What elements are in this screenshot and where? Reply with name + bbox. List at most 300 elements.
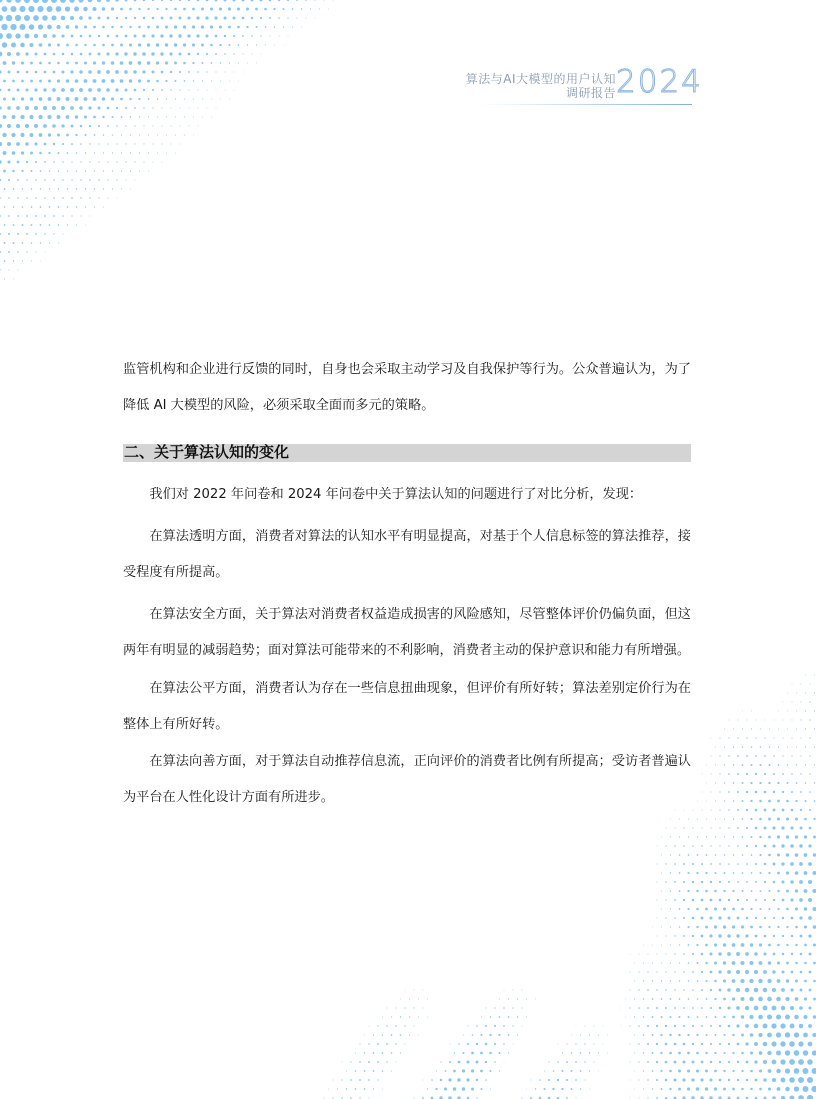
halftone-dot: [8, 251, 10, 253]
halftone-dot: [17, 71, 20, 74]
halftone-dot: [35, 233, 37, 235]
halftone-dot: [697, 819, 698, 820]
halftone-dot: [809, 683, 810, 684]
halftone-dot: [125, 125, 126, 126]
halftone-dot: [701, 971, 703, 973]
halftone-dot: [679, 998, 681, 1000]
halftone-dot: [724, 800, 725, 801]
halftone-dot: [135, 180, 136, 181]
halftone-dot: [124, 70, 128, 74]
halftone-dot: [58, 170, 59, 171]
halftone-dot: [13, 206, 15, 208]
halftone-dot: [368, 1079, 370, 1081]
halftone-dot: [755, 1079, 758, 1082]
halftone-dot: [804, 853, 808, 857]
halftone-dot: [786, 908, 789, 911]
body-paragraph: 在算法透明方面，消费者对算法的认知水平有明显提高，对基于个人信息标签的算法推荐，接受程度有所提高。: [123, 529, 691, 580]
halftone-dot: [467, 1025, 468, 1026]
halftone-dot: [781, 988, 785, 992]
halftone-dot: [638, 1025, 640, 1027]
halftone-dot: [764, 863, 766, 865]
halftone-dot: [790, 826, 793, 829]
halftone-dot: [0, 251, 1, 253]
halftone-dot: [165, 61, 168, 64]
halftone-dot: [463, 1035, 464, 1036]
halftone-dot: [414, 1098, 415, 1099]
halftone-dot: [89, 161, 90, 162]
halftone-dot: [661, 980, 662, 981]
halftone-dot: [8, 179, 10, 181]
halftone-dot: [17, 233, 19, 235]
halftone-dot: [404, 1007, 405, 1008]
halftone-dot: [33, 15, 39, 21]
halftone-dot: [683, 1043, 686, 1046]
halftone-dot: [279, 36, 280, 37]
halftone-dot: [49, 224, 51, 226]
halftone-dot: [242, 35, 244, 37]
halftone-dot: [809, 755, 810, 756]
halftone-dot: [228, 7, 231, 10]
halftone-dot: [808, 844, 811, 847]
halftone-dot: [795, 908, 798, 911]
halftone-dot: [813, 998, 816, 1001]
halftone-dot: [0, 160, 2, 163]
halftone-dot: [6, 15, 12, 21]
halftone-dot: [373, 1052, 375, 1054]
halftone-dot: [138, 79, 141, 82]
halftone-dot: [794, 1032, 799, 1037]
halftone-dot: [35, 161, 37, 163]
halftone-dot: [683, 845, 685, 847]
halftone-dot: [548, 1079, 550, 1081]
halftone-dot: [98, 197, 99, 198]
halftone-dot: [219, 25, 222, 28]
halftone-dot: [670, 980, 671, 981]
halftone-dot: [768, 926, 770, 928]
halftone-dot: [773, 755, 774, 756]
halftone-dot: [787, 764, 789, 766]
halftone-dot: [795, 818, 798, 821]
halftone-dot: [683, 917, 685, 919]
halftone-dot: [780, 1041, 785, 1046]
halftone-dot: [138, 43, 141, 46]
halftone-dot: [120, 44, 123, 47]
halftone-dot: [688, 980, 689, 981]
halftone-dot: [526, 1017, 527, 1018]
halftone-dot: [759, 1069, 762, 1072]
halftone-dot: [134, 89, 137, 92]
halftone-dot: [120, 98, 123, 101]
halftone-dot: [798, 1095, 804, 1099]
halftone-dot: [688, 926, 690, 928]
halftone-dot: [593, 1043, 594, 1044]
halftone-dot: [625, 1017, 626, 1018]
halftone-dot: [678, 1088, 681, 1091]
halftone-dot: [134, 0, 137, 1]
halftone-dot: [17, 197, 19, 199]
halftone-dot: [26, 197, 28, 199]
halftone-dot: [70, 70, 73, 73]
halftone-dot: [61, 34, 64, 37]
halftone-dot: [202, 62, 204, 64]
halftone-dot: [423, 1080, 424, 1081]
halftone-dot: [746, 881, 748, 883]
halftone-dot: [705, 908, 708, 911]
halftone-dot: [98, 143, 99, 144]
halftone-dot: [296, 17, 297, 18]
halftone-dot: [75, 44, 78, 47]
halftone-dot: [142, 52, 146, 56]
halftone-dot: [183, 8, 186, 11]
halftone-dot: [405, 990, 406, 991]
halftone-dot: [647, 1061, 649, 1063]
halftone-dot: [666, 828, 667, 829]
halftone-dot: [798, 1077, 804, 1083]
halftone-dot: [785, 1050, 790, 1055]
halftone-dot: [808, 1042, 813, 1047]
halftone-dot: [215, 53, 217, 55]
halftone-dot: [749, 997, 753, 1001]
halftone-dot: [476, 1079, 478, 1081]
halftone-dot: [768, 818, 771, 821]
halftone-dot: [224, 35, 226, 37]
halftone-dot: [781, 1078, 786, 1083]
halftone-dot: [102, 7, 106, 11]
halftone-dot: [93, 97, 97, 101]
halftone-dot: [652, 1016, 654, 1018]
halftone-dot: [84, 115, 87, 118]
halftone-dot: [719, 791, 720, 792]
halftone-dot: [764, 737, 765, 738]
halftone-dot: [62, 197, 64, 199]
halftone-dot: [776, 1051, 781, 1056]
halftone-dot: [161, 17, 164, 20]
halftone-dot: [264, 8, 267, 11]
halftone-dot: [278, 0, 280, 1]
halftone-dot: [111, 7, 114, 10]
halftone-dot: [679, 872, 681, 874]
halftone-dot: [166, 134, 167, 135]
halftone-dot: [657, 918, 658, 919]
halftone-dot: [687, 872, 689, 874]
halftone-dot: [106, 88, 110, 92]
halftone-dot: [183, 25, 186, 28]
halftone-dot: [129, 79, 132, 82]
halftone-dot: [741, 943, 745, 947]
halftone-dot: [769, 764, 771, 766]
halftone-dot: [706, 765, 707, 766]
halftone-dot: [754, 1006, 759, 1011]
halftone-dot: [656, 1061, 658, 1063]
halftone-dot: [93, 116, 96, 119]
halftone-dot: [466, 1078, 469, 1081]
halftone-dot: [786, 962, 789, 965]
halftone-dot: [395, 1007, 396, 1008]
halftone-dot: [790, 880, 794, 884]
halftone-dot: [741, 1070, 743, 1072]
halftone-dot: [175, 98, 176, 99]
halftone-dot: [808, 916, 812, 920]
halftone-dot: [405, 1044, 406, 1045]
halftone-dot: [22, 242, 24, 244]
halftone-dot: [728, 845, 729, 846]
halftone-dot: [759, 1088, 762, 1091]
halftone-dot: [157, 98, 159, 100]
halftone-dot: [809, 809, 811, 811]
halftone-dot: [754, 1024, 758, 1028]
halftone-dot: [29, 24, 35, 30]
halftone-dot: [489, 1034, 491, 1036]
halftone-dot: [42, 0, 48, 3]
halftone-dot: [706, 836, 707, 837]
halftone-dot: [435, 1088, 437, 1090]
halftone-dot: [746, 755, 748, 757]
halftone-dot: [355, 1053, 356, 1054]
halftone-dot: [772, 844, 775, 847]
halftone-dot: [688, 836, 689, 837]
halftone-dot: [661, 1088, 663, 1090]
halftone-dot: [758, 997, 763, 1002]
halftone-dot: [192, 62, 194, 64]
halftone-dot: [773, 899, 775, 901]
halftone-dot: [364, 1052, 365, 1053]
halftone-dot: [69, 0, 75, 3]
halftone-dot: [710, 899, 713, 902]
halftone-dot: [746, 791, 748, 793]
halftone-dot: [171, 126, 172, 127]
halftone-dot: [409, 999, 410, 1000]
halftone-dot: [462, 1069, 465, 1072]
halftone-dot: [812, 1068, 816, 1074]
halftone-dot: [504, 1062, 505, 1063]
halftone-dot: [188, 53, 191, 56]
halftone-dot: [634, 1089, 635, 1090]
halftone-dot: [715, 818, 716, 819]
halftone-dot: [152, 143, 153, 144]
halftone-dot: [535, 1088, 536, 1089]
halftone-dot: [15, 0, 21, 3]
halftone-dot: [697, 801, 698, 802]
halftone-dot: [166, 116, 167, 117]
halftone-dot: [630, 1080, 631, 1081]
halftone-dot: [107, 161, 108, 162]
halftone-dot: [485, 1061, 487, 1063]
halftone-dot: [97, 0, 101, 2]
halftone-dot: [102, 44, 105, 47]
halftone-dot: [174, 62, 177, 65]
halftone-dot: [26, 251, 27, 252]
halftone-dot: [25, 34, 30, 39]
halftone-dot: [795, 871, 799, 875]
halftone-dot: [805, 710, 806, 711]
halftone-dot: [256, 63, 257, 64]
halftone-dot: [737, 881, 739, 883]
halftone-dot: [377, 1043, 379, 1045]
halftone-dot: [808, 1006, 811, 1009]
halftone-dot: [448, 1078, 451, 1081]
body-paragraph: 在算法公平方面，消费者认为存在一些信息扭曲现象，但评价有所好转；算法差别定价行为在整体上有所好转。: [123, 681, 691, 732]
halftone-dot: [48, 152, 50, 154]
halftone-dot: [759, 836, 761, 838]
halftone-dot: [476, 1025, 478, 1027]
halftone-dot: [148, 98, 150, 100]
halftone-dot: [795, 997, 799, 1001]
halftone-dot: [387, 1008, 388, 1009]
halftone-dot: [57, 62, 60, 65]
halftone-dot: [0, 142, 2, 146]
halftone-dot: [431, 1079, 433, 1081]
halftone-dot: [543, 1088, 545, 1090]
halftone-dot: [196, 16, 199, 19]
halftone-dot: [58, 224, 59, 225]
halftone-dot: [21, 97, 24, 100]
halftone-dot: [701, 899, 704, 902]
halftone-dot: [794, 1050, 800, 1056]
halftone-dot: [670, 854, 671, 855]
halftone-dot: [759, 1051, 763, 1055]
halftone-dot: [215, 71, 216, 72]
halftone-dot: [741, 908, 744, 911]
halftone-dot: [494, 1061, 496, 1063]
halftone-dot: [661, 909, 662, 910]
halftone-dot: [20, 24, 26, 30]
halftone-dot: [107, 143, 108, 144]
halftone-dot: [714, 1087, 717, 1090]
halftone-dot: [22, 188, 24, 190]
halftone-dot: [40, 224, 42, 226]
halftone-dot: [364, 1088, 366, 1090]
halftone-dot: [754, 952, 758, 956]
halftone-dot: [4, 188, 6, 190]
halftone-dot: [49, 188, 50, 189]
halftone-dot: [759, 926, 762, 929]
halftone-dot: [727, 934, 731, 938]
halftone-dot: [634, 1016, 635, 1017]
halftone-dot: [30, 80, 33, 83]
halftone-dot: [409, 1034, 410, 1035]
halftone-dot: [93, 7, 97, 11]
halftone-dot: [180, 126, 181, 127]
halftone-dot: [778, 729, 779, 730]
halftone-dot: [51, 15, 56, 20]
halftone-dot: [756, 720, 757, 721]
halftone-dot: [522, 990, 523, 991]
halftone-dot: [169, 34, 172, 37]
halftone-dot: [732, 1034, 734, 1036]
halftone-dot: [798, 1041, 803, 1046]
halftone-dot: [643, 962, 644, 963]
halftone-dot: [471, 1069, 474, 1072]
halftone-dot: [211, 80, 212, 81]
halftone-dot: [755, 863, 757, 865]
halftone-dot: [112, 134, 113, 135]
halftone-dot: [21, 80, 24, 83]
halftone-dot: [192, 25, 195, 28]
halftone-dot: [754, 988, 759, 993]
halftone-dot: [566, 1079, 568, 1081]
halftone-dot: [237, 26, 240, 29]
halftone-dot: [252, 54, 253, 55]
halftone-dot: [584, 1043, 585, 1044]
halftone-dot: [80, 215, 81, 216]
halftone-dot: [723, 998, 726, 1001]
halftone-dot: [701, 917, 704, 920]
halftone-dot: [742, 818, 744, 820]
halftone-dot: [67, 206, 69, 208]
halftone-dot: [98, 179, 99, 180]
halftone-dot: [26, 179, 28, 181]
halftone-dot: [789, 1041, 795, 1047]
halftone-dot: [728, 1079, 730, 1081]
halftone-dot: [494, 1043, 496, 1045]
halftone-dot: [292, 27, 293, 28]
halftone-dot: [180, 144, 181, 145]
halftone-dot: [35, 251, 36, 252]
halftone-dot: [795, 853, 799, 857]
halftone-dot: [17, 251, 19, 253]
halftone-dot: [521, 1097, 522, 1098]
halftone-dot: [88, 70, 92, 74]
halftone-dot: [84, 62, 87, 65]
halftone-dot: [1, 24, 7, 30]
halftone-dot: [521, 1007, 522, 1008]
halftone-dot: [17, 89, 20, 92]
halftone-dot: [13, 279, 14, 280]
halftone-dot: [714, 998, 716, 1000]
halftone-dot: [656, 953, 657, 954]
halftone-dot: [189, 126, 190, 127]
halftone-dot: [79, 106, 83, 110]
halftone-dot: [26, 71, 29, 74]
halftone-dot: [804, 818, 807, 821]
halftone-dot: [746, 863, 748, 865]
halftone-dot: [723, 925, 726, 928]
header-subtitle-line2: 调研报告: [565, 86, 616, 100]
halftone-dot: [229, 62, 230, 63]
halftone-dot: [742, 746, 744, 748]
halftone-dot: [683, 1061, 686, 1064]
halftone-dot: [179, 71, 181, 73]
halftone-dot: [17, 179, 19, 181]
halftone-dot: [669, 1070, 672, 1073]
halftone-dot: [800, 755, 801, 756]
halftone-dot: [665, 953, 666, 954]
halftone-dot: [767, 1051, 771, 1055]
halftone-dot: [553, 1070, 555, 1072]
halftone-dot: [301, 8, 302, 9]
halftone-dot: [229, 99, 230, 100]
halftone-dot: [169, 52, 172, 55]
halftone-dot: [776, 1032, 781, 1037]
halftone-dot: [116, 179, 117, 180]
halftone-dot: [760, 746, 762, 748]
halftone-dot: [804, 944, 807, 947]
halftone-dot: [38, 24, 43, 29]
halftone-dot: [803, 1050, 809, 1056]
halftone-dot: [196, 34, 199, 37]
halftone-dot: [34, 124, 38, 128]
halftone-dot: [107, 125, 109, 127]
halftone-dot: [773, 953, 776, 956]
halftone-dot: [732, 1088, 735, 1091]
halftone-dot: [471, 1052, 474, 1055]
halftone-dot: [30, 152, 33, 155]
halftone-dot: [805, 675, 806, 676]
halftone-dot: [76, 188, 78, 190]
halftone-dot: [35, 197, 37, 199]
halftone-dot: [260, 0, 263, 1]
halftone-dot: [772, 826, 775, 829]
